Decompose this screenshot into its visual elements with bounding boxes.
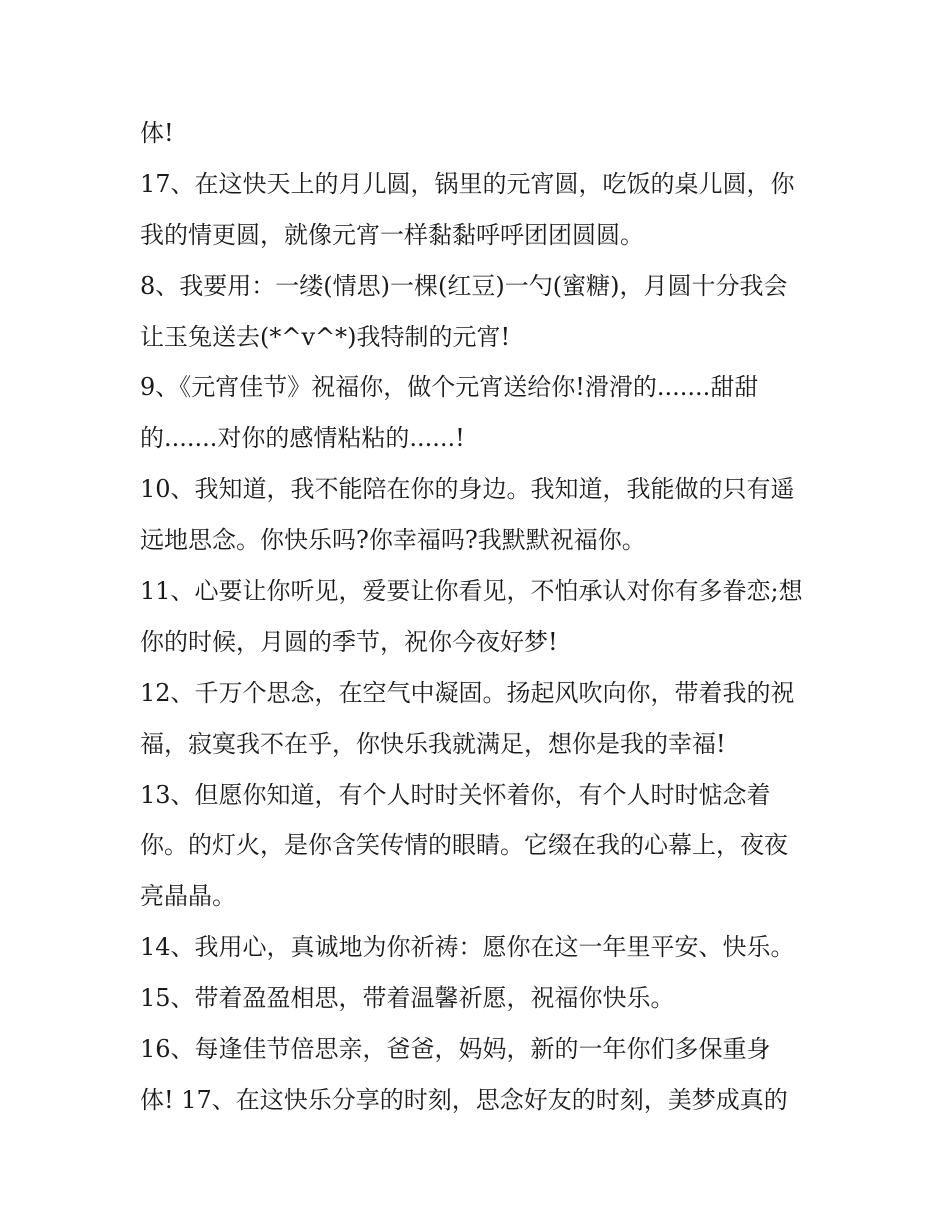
text-line: 体! 17、在这快乐分享的时刻，思念好友的时刻，美梦成真的 bbox=[140, 1085, 788, 1114]
text-line: 15、带着盈盈相思，带着温馨祈愿，祝福你快乐。 bbox=[140, 984, 675, 1013]
text-line: 11、心要让你听见，爱要让你看见，不怕承认对你有多眷恋;想 bbox=[140, 577, 803, 606]
text-line: 17、在这快天上的月儿圆，锅里的元宵圆，吃饭的桌儿圆，你 bbox=[140, 169, 795, 198]
text-line: 9、《元宵佳节》祝福你，做个元宵送给你!滑滑的.......甜甜 bbox=[140, 373, 759, 402]
text-line: 的.......对你的感情粘粘的......! bbox=[140, 424, 465, 453]
text-line: 8、我要用：一缕(情思)一棵(红豆)一勺(蜜糖)，月圆十分我会 bbox=[140, 271, 788, 300]
text-line: 12、千万个思念，在空气中凝固。扬起风吹向你，带着我的祝 bbox=[140, 678, 795, 707]
document-body bbox=[140, 108, 820, 1126]
text-line: 福，寂寞我不在乎，你快乐我就满足，想你是我的幸福! bbox=[140, 729, 726, 758]
text-line: 体! bbox=[140, 119, 174, 147]
text-line: 我的情更圆，就像元宵一样黏黏呼呼团团圆圆。 bbox=[140, 220, 644, 249]
text-line: 远地思念。你快乐吗?你幸福吗?我默默祝福你。 bbox=[140, 526, 646, 555]
text-line: 让玉兔送去(*^v^*)我特制的元宵! bbox=[140, 322, 511, 351]
text-line: 亮晶晶。 bbox=[140, 882, 236, 911]
text-line: 16、每逢佳节倍思亲，爸爸，妈妈，新的一年你们多保重身 bbox=[140, 1035, 771, 1064]
text-line: 你的时候，月圆的季节，祝你今夜好梦! bbox=[140, 627, 558, 656]
text-line: 10、我知道，我不能陪在你的身边。我知道，我能做的只有遥 bbox=[140, 475, 795, 504]
text-line: 13、但愿你知道，有个人时时关怀着你，有个人时时惦念着 bbox=[140, 780, 771, 809]
text-line: 你。的灯火，是你含笑传情的眼睛。它缀在我的心幕上，夜夜 bbox=[140, 831, 788, 860]
text-line: 14、我用心，真诚地为你祈祷：愿你在这一年里平安、快乐。 bbox=[140, 933, 795, 962]
